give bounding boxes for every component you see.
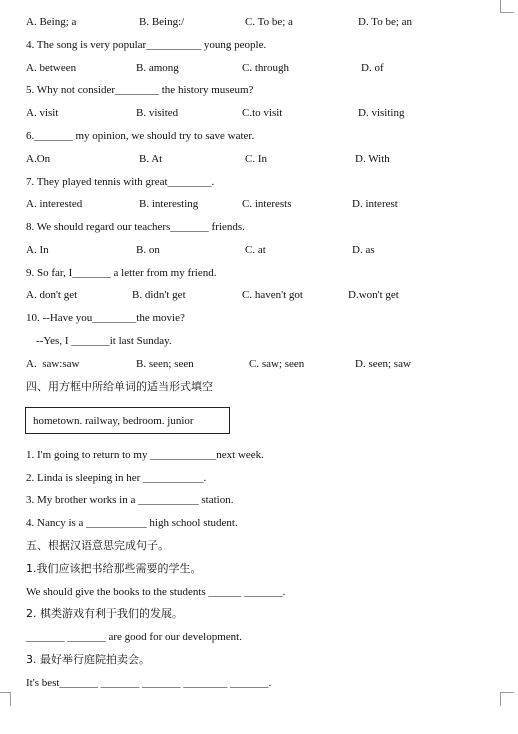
section4-item-1: 1. I'm going to return to my ____________next week. — [26, 449, 264, 461]
q6-option-d: D. With — [355, 153, 390, 165]
q8-option-b: B. on — [136, 244, 160, 256]
q7-option-a: A. interested — [26, 198, 83, 210]
q6-option-b: B. At — [139, 153, 163, 165]
section4-heading: 四、用方框中所给单词的适当形式填空 — [26, 380, 213, 393]
q4-option-c: C. through — [242, 62, 290, 74]
q8-stem: 8. We should regard our teachers_______ friends. — [26, 221, 245, 233]
q10-option-c: C. saw; seen — [249, 358, 305, 370]
q5-option-d: D. visiting — [358, 107, 405, 119]
q9-option-c: C. haven't got — [242, 289, 303, 301]
q10-option-b: B. seen; seen — [136, 358, 194, 370]
crop-mark — [500, 692, 501, 706]
q7-option-d: D. interest — [352, 198, 398, 210]
q4-option-b: B. among — [136, 62, 179, 74]
q3-option-a: A. Being; a — [26, 16, 77, 28]
q9-option-d: D.won't get — [348, 289, 399, 301]
q4-option-d: D. of — [361, 62, 384, 74]
section5-q2-chinese: 2. 棋类游戏有利于我们的发展。 — [26, 607, 183, 620]
q8-option-a: A. In — [26, 244, 49, 256]
section5-q2-english: _______ _______ are good for our development. — [26, 631, 242, 643]
q10-option-d: D. seen; saw — [355, 358, 411, 370]
q4-stem: 4. The song is very popular__________ young people. — [26, 39, 267, 51]
q7-stem: 7. They played tennis with great________. — [26, 176, 215, 188]
crop-mark — [0, 692, 10, 693]
section4-item-4: 4. Nancy is a ___________ high school student. — [26, 517, 238, 529]
q8-option-d: D. as — [352, 244, 375, 256]
q10-option-a: A. saw:saw — [26, 358, 80, 370]
q5-stem: 5. Why not consider________ the history museum? — [26, 84, 254, 96]
section4-item-3: 3. My brother works in a ___________ station. — [26, 494, 234, 506]
crop-mark — [10, 692, 11, 706]
q3-option-c: C. To be; a — [245, 16, 293, 28]
crop-mark — [500, 12, 514, 13]
q5-option-a: A. visit — [26, 107, 59, 119]
q9-option-a: A. don't get — [26, 289, 78, 301]
q3-option-b: B. Being:/ — [139, 16, 185, 28]
q4-option-a: A. between — [26, 62, 77, 74]
q9-option-b: B. didn't get — [132, 289, 186, 301]
q6-option-a: A.On — [26, 153, 51, 165]
section5-q3-english: It's best_______ _______ _______ ________ _______. — [26, 677, 272, 689]
section5-q1-chinese: 1.我们应该把书给那些需要的学生。 — [26, 562, 202, 575]
crop-mark — [500, 0, 501, 12]
crop-mark — [500, 692, 514, 693]
word-box — [25, 407, 230, 434]
q10-stem: 10. --Have you________the movie? — [26, 312, 185, 324]
q6-stem: 6._______ my opinion, we should try to save water. — [26, 130, 255, 142]
word-box-text: hometown. railway, bedroom. junior — [33, 415, 194, 427]
section5-q3-chinese: 3. 最好举行庭院拍卖会。 — [26, 653, 150, 666]
q3-option-d: D. To be; an — [358, 16, 413, 28]
section5-heading: 五、根据汉语意思完成句子。 — [26, 539, 169, 552]
q5-option-b: B. visited — [136, 107, 179, 119]
q10-reply: --Yes, I _______it last Sunday. — [36, 335, 172, 347]
q7-option-b: B. interesting — [139, 198, 199, 210]
section5-q1-english: We should give the books to the students ______ _______. — [26, 586, 286, 598]
q9-stem: 9. So far, I_______ a letter from my friend. — [26, 267, 217, 279]
section4-item-2: 2. Linda is sleeping in her ___________. — [26, 472, 207, 484]
q8-option-c: C. at — [245, 244, 266, 256]
q7-option-c: C. interests — [242, 198, 292, 210]
q5-option-c: C.to visit — [242, 107, 283, 119]
q6-option-c: C. In — [245, 153, 267, 165]
